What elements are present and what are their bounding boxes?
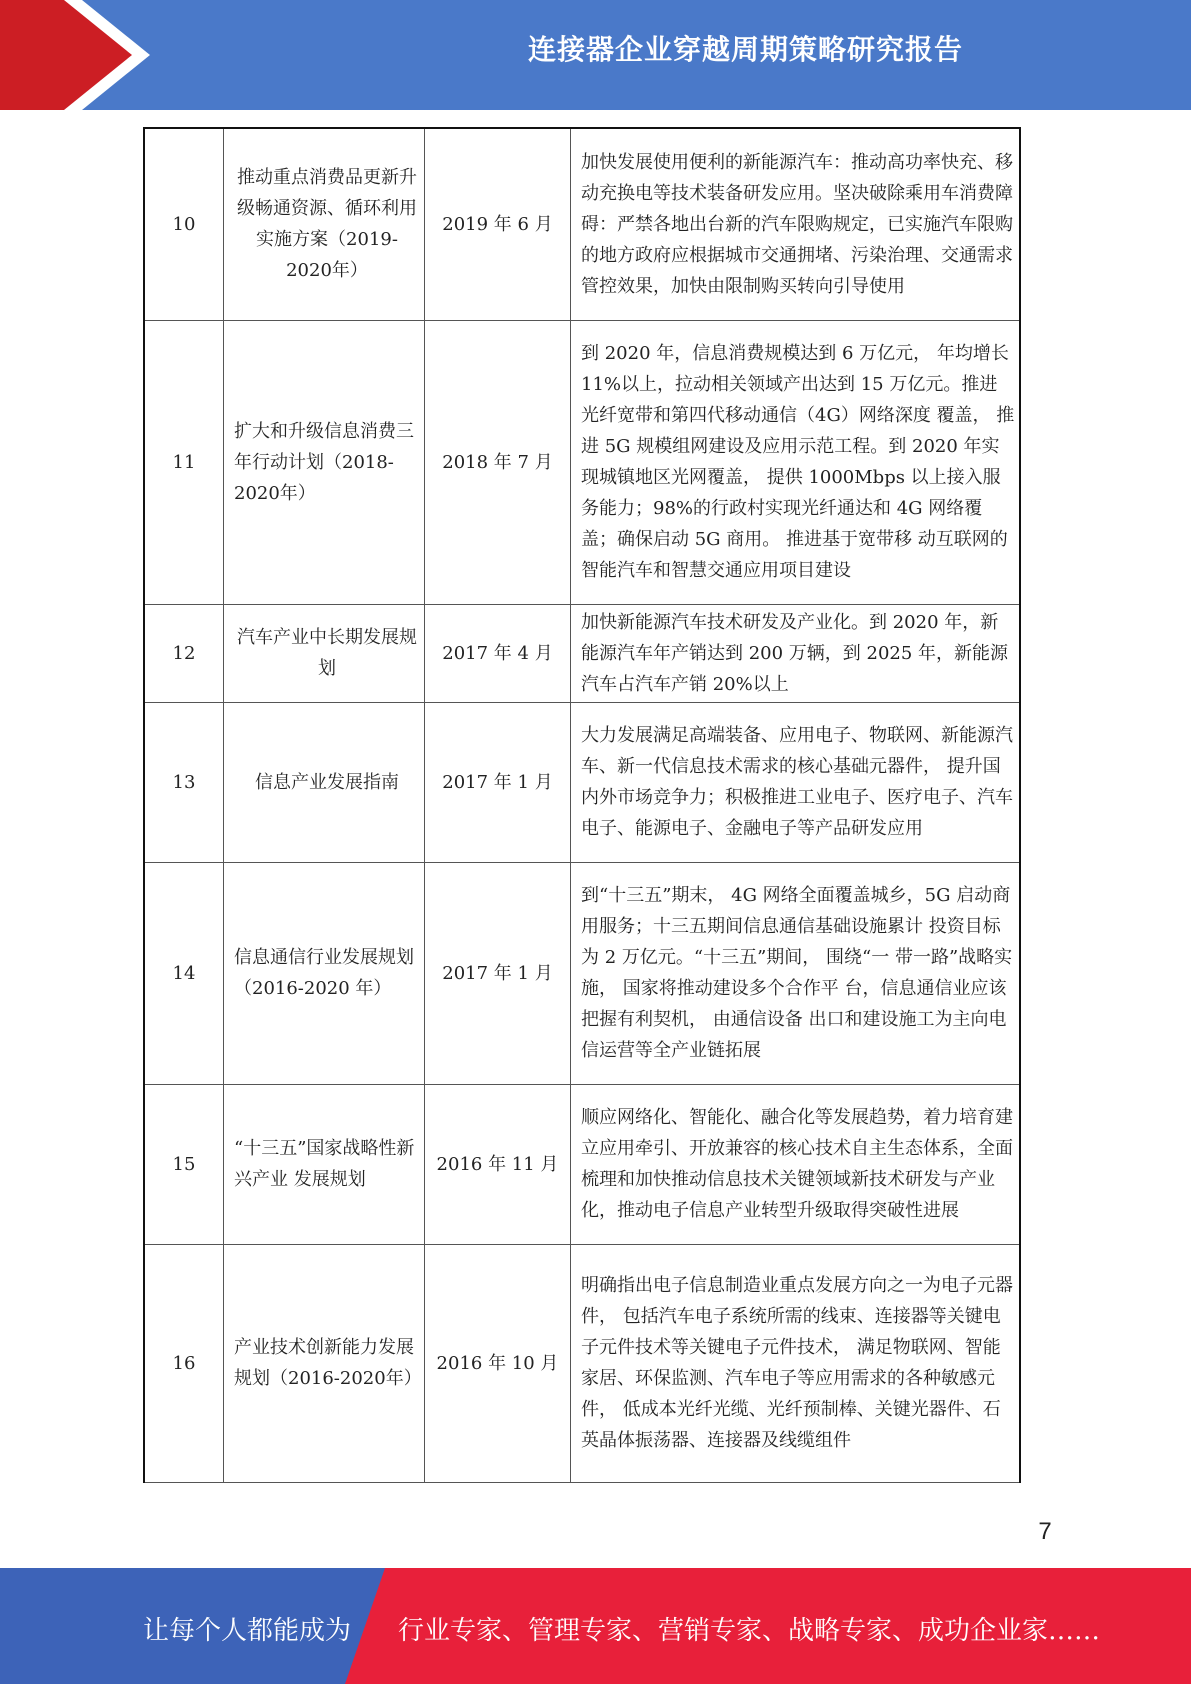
release-date: 2017 年 4 月: [425, 604, 571, 702]
row-number: 12: [144, 604, 224, 702]
footer-slogan-left: 让每个人都能成为: [143, 1616, 352, 1646]
policy-name: 产业技术创新能力发展规划（2016-2020年）: [224, 1244, 425, 1482]
row-number: 16: [144, 1244, 224, 1482]
release-date: 2016 年 10 月: [425, 1244, 571, 1482]
row-number: 11: [144, 320, 224, 604]
row-number: 14: [144, 862, 224, 1084]
release-date: 2016 年 11 月: [425, 1084, 571, 1244]
release-date: 2019 年 6 月: [425, 128, 571, 320]
release-date: 2017 年 1 月: [425, 702, 571, 862]
policy-name: 扩大和升级信息消费三年行动计划（2018-2020年）: [224, 320, 425, 604]
policy-name: 推动重点消费品更新升级畅通资源、循环利用实施方案（2019-2020年）: [224, 128, 425, 320]
row-number: 13: [144, 702, 224, 862]
policy-name: “十三五”国家战略性新 兴产业 发展规划: [224, 1084, 425, 1244]
policy-content: 到 2020 年，信息消费规模达到 6 万亿元， 年均增长 11%以上，拉动相关领域产出达到 15 万亿元。推进光纤宽带和第四代移动通信（4G）网络深度 覆盖， 推进 5G 规模组网建设及应用示范工程。到 2020 年实现城镇地区光网覆盖， 提供 1000Mbps 以上接入服务能力；98%的行政村实现光纤通达和 4G 网络覆盖；确保启动 5G 商用。 推进基于宽带移 动互联网的智能汽车和智慧交通应用项目建设: [571, 320, 1021, 604]
table-row: [144, 1244, 1020, 1482]
table-row: [144, 320, 1020, 604]
policy-name: 信息产业发展指南: [224, 702, 425, 862]
release-date: 2017 年 1 月: [425, 862, 571, 1084]
page-number: 7: [1038, 1518, 1052, 1545]
row-number: 10: [144, 128, 224, 320]
policy-name: 信息通信行业发展规划（2016-2020 年）: [224, 862, 425, 1084]
table-row: [144, 128, 1020, 320]
policy-content: 顺应网络化、智能化、融合化等发展趋势，着力培育建立应用牵引、开放兼容的核心技术自主生态体系，全面梳理和加快推动信息技术关键领域新技术研发与产业化，推动电子信息产业转型升级取得突破性进展: [571, 1084, 1021, 1244]
policy-content: 到“十三五”期末， 4G 网络全面覆盖城乡，5G 启动商用服务；十三五期间信息通信基础设施累计 投资目标为 2 万亿元。“十三五”期间， 围绕“一 带一路”战略实施， 国家将推动建设多个合作平 台，信息通信业应该把握有利契机， 由通信设备 出口和建设施工为主向电信运营等全产业链拓展: [571, 862, 1021, 1084]
policy-content: 加快新能源汽车技术研发及产业化。到 2020 年，新能源汽车年产销达到 200 万辆，到 2025 年，新能源汽车占汽车产销 20%以上: [571, 604, 1021, 702]
policy-table: [143, 127, 1021, 1483]
page-footer: [0, 1568, 1191, 1684]
header-title: 连接器企业穿越周期策略研究报告: [527, 33, 963, 66]
policy-content: 加快发展使用便利的新能源汽车：推动高功率快充、移动充换电等技术装备研发应用。坚决破除乘用车消费障碍：严禁各地出台新的汽车限购规定，已实施汽车限购的地方政府应根据城市交通拥堵、污染治理、交通需求管控效果，加快由限制购买转向引导使用: [571, 128, 1021, 320]
policy-content: 大力发展满足高端装备、应用电子、物联网、新能源汽车、新一代信息技术需求的核心基础元器件， 提升国内外市场竞争力；积极推进工业电子、医疗电子、汽车电子、能源电子、金融电子等产品研发应用: [571, 702, 1021, 862]
page-header: [0, 0, 1191, 110]
header-arrow-icon: [0, 0, 160, 110]
footer-slogan-right: 行业专家、管理专家、营销专家、战略专家、成功企业家……: [398, 1616, 1101, 1646]
table-row: [144, 862, 1020, 1084]
policy-name: 汽车产业中长期发展规划: [224, 604, 425, 702]
table-row: [144, 702, 1020, 862]
release-date: 2018 年 7 月: [425, 320, 571, 604]
table-row: [144, 1084, 1020, 1244]
table-row: [144, 604, 1020, 702]
policy-content: 明确指出电子信息制造业重点发展方向之一为电子元器件， 包括汽车电子系统所需的线束、连接器等关键电子元件技术等关键电子元件技术， 满足物联网、智能家居、环保监测、汽车电子等应用需求的各种敏感元件， 低成本光纤光缆、光纤预制棒、关键光器件、石英晶体振荡器、连接器及线缆组件: [571, 1244, 1021, 1482]
row-number: 15: [144, 1084, 224, 1244]
